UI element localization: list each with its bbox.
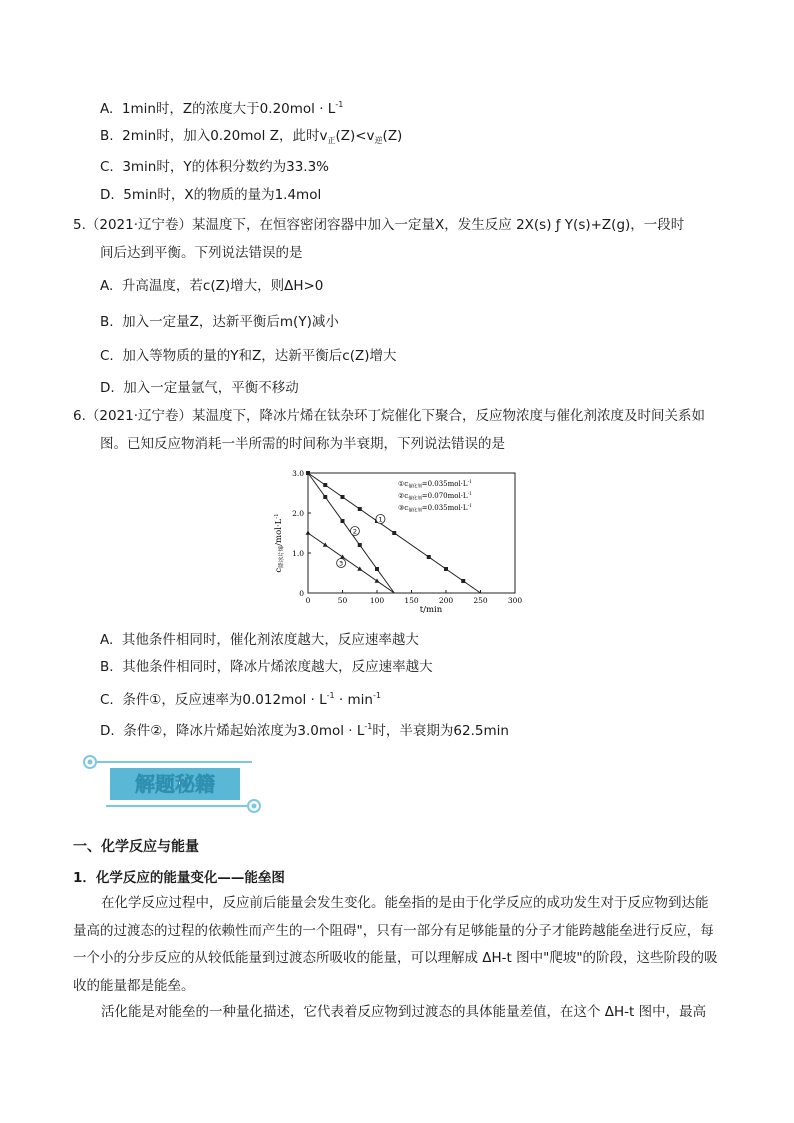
data-point-square [323,495,327,499]
x-tick-label: 0 [305,596,311,605]
option-text: 5min时，X的物质的量为1.4mol [123,187,322,203]
option-letter: C. [100,159,114,175]
banner-right-dot [252,804,257,809]
x-tick-label: 150 [404,596,419,605]
x-tick-label: 50 [337,596,348,605]
option-letter: D. [100,723,115,739]
option-text: 条件②，降冰片烯起始浓度为3.0mol · L [123,723,365,739]
legend-sub: 催化剂 [408,496,422,502]
option-text: 1min时，Z的浓度大于0.20mol · L [121,101,336,117]
data-point-triangle [323,542,328,546]
data-point-square [341,519,345,523]
option-text-mid: (Z)<v [335,128,375,144]
x-axis-label: t/min [419,605,443,615]
section-heading: 一、化学反应与能量 [73,839,199,855]
series-label: 3 [339,559,344,568]
data-point-square [323,483,327,487]
option-text: 升高温度，若c(Z)增大，则ΔH>0 [121,278,324,294]
y-label-main: c [274,567,284,573]
data-point-square [306,471,310,475]
superscript: -1 [326,691,335,700]
x-tick-label: 250 [473,596,488,605]
option-letter: C. [100,692,114,708]
superscript: -1 [372,691,381,700]
series-line [308,533,394,593]
y-label-sup: -1 [274,513,280,519]
banner-title: 解题秘籍 [135,772,215,796]
superscript: -1 [335,100,344,109]
option-text-end: 时，半衰期为62.5min [372,723,509,739]
data-point-square [358,543,362,547]
concentration-time-chart [268,455,533,615]
subsection-heading: 1．化学反应的能量变化——能垒图 [73,870,285,886]
option-letter: D. [100,187,115,203]
legend-entry [398,503,472,514]
legend-value: =0.070mol·L [421,492,468,500]
q5-option-d [100,379,299,397]
plot-frame [308,473,515,593]
x-tick-label: 100 [369,596,385,605]
data-point-triangle [375,578,380,582]
q6-option-a [100,631,419,649]
data-point-square [427,555,431,559]
q4-option-a [100,96,343,118]
option-letter: B. [100,314,114,330]
q4-option-b [100,127,402,150]
legend-value: =0.035mol·L [421,480,468,488]
legend-sup: -1 [467,480,472,485]
y-tick-label: 0 [299,589,304,598]
q6-option-c [100,687,381,709]
option-text: 加入一定量Z，达新平衡后m(Y)减小 [122,314,339,330]
legend-label: ①c [398,480,409,488]
x-tick-label: 200 [438,596,454,605]
banner-left-dot [88,760,93,765]
q5-stem-line2: 间后达到平衡。下列说法错误的是 [100,245,303,261]
legend-entry [398,479,472,490]
data-point-square [461,579,465,583]
q4-option-c [100,158,329,176]
q6-option-b [100,658,433,676]
option-letter: B. [100,128,114,144]
option-text: 加入一定量氩气，平衡不移动 [123,380,299,396]
option-text-mid: · min [334,692,373,708]
data-point-square [444,567,448,571]
subscript: 逆 [374,136,383,145]
legend-label: ③c [398,504,409,512]
superscript: -1 [364,722,373,731]
data-point-square [375,567,379,571]
option-letter: B. [100,659,114,675]
data-point-square [341,495,345,499]
y-tick-label: 1.0 [292,549,304,558]
option-letter: D. [100,380,115,396]
x-tick-label: 300 [507,596,523,605]
option-letter: C. [100,348,114,364]
paragraph-activation-energy: 活化能是对能垒的一种量化描述，它代表着反应物到过渡态的具体能量差值，在这个 ΔH-t 图中，最高 [101,1004,707,1020]
option-letter: A. [100,278,114,294]
chart-legend [398,479,472,514]
y-label-unit: /mol·L [274,518,284,546]
option-text: 其他条件相同时，降冰片烯浓度越大，反应速率越大 [122,659,433,675]
y-label-sub: 降冰片烯 [279,545,285,568]
legend-sub: 催化剂 [408,508,422,514]
q6-option-d [100,718,509,740]
q5-option-a [100,277,323,295]
q6-stem-line1: 6.（2021·辽宁卷）某温度下，降冰片烯在钛杂环丁烷催化下聚合，反应物浓度与催化剂浓度及时间关系如 [73,408,706,424]
y-tick-label: 3.0 [292,469,304,478]
option-text: 条件①，反应速率为0.012mol · L [122,692,327,708]
data-point-square [392,531,396,535]
q5-option-c [100,347,397,365]
q6-stem-line2: 图。已知反应物消耗一半所需的时间称为半衰期，下列说法错误的是 [100,436,505,452]
q4-option-d [100,186,321,204]
chart-series [306,471,481,593]
y-tick-label: 2.0 [292,509,304,518]
paragraph-energy-barrier: 在化学反应过程中，反应前后能量会发生变化。能垒指的是由于化学反应的成功发生对于反应物到达能量高的过渡态的过程的依赖性而产生的一个阻碍"，只有一部分有足够能量的分子才能跨越能垒进行反应，每一个小的分步反应的从较低能量到过渡态所吸收的能量，可以理解成 ΔH-t 图中"爬坡"的阶段，这些阶段的吸收的能量都是能垒。 [73,895,718,994]
option-letter: A. [100,632,114,648]
option-letter: A. [100,101,114,117]
series-label: 1 [378,515,383,524]
option-text: 2min时，加入0.20mol Z，此时v [122,128,328,144]
data-point-triangle [306,530,311,534]
legend-sup: -1 [467,504,472,509]
data-point-triangle [357,566,362,570]
q5-option-b [100,313,339,331]
y-axis-label [274,513,285,572]
option-text-end: (Z) [382,128,403,144]
legend-sub: 催化剂 [408,484,422,490]
legend-sup: -1 [467,492,472,497]
data-point-square [358,507,362,511]
legend-entry [398,491,472,502]
legend-value: =0.035mol·L [421,504,468,512]
series-label: 2 [352,527,357,536]
section-banner [80,748,270,820]
q5-stem-line1: 5.（2021·辽宁卷）某温度下，在恒容密闭容器中加入一定量X，发生反应 2X(s) ƒ Y(s)+Z(g)，一段时 [73,217,685,233]
option-text: 3min时，Y的体积分数约为33.3% [122,159,329,175]
svg-text:c降冰片烯/mol·L-1 [274,513,285,572]
option-text: 加入等物质的量的Y和Z，达新平衡后c(Z)增大 [122,348,397,364]
chart-axes [308,473,515,593]
option-text: 其他条件相同时，催化剂浓度越大，反应速率越大 [121,632,419,648]
subscript: 正 [327,136,336,145]
legend-label: ②c [398,492,409,500]
